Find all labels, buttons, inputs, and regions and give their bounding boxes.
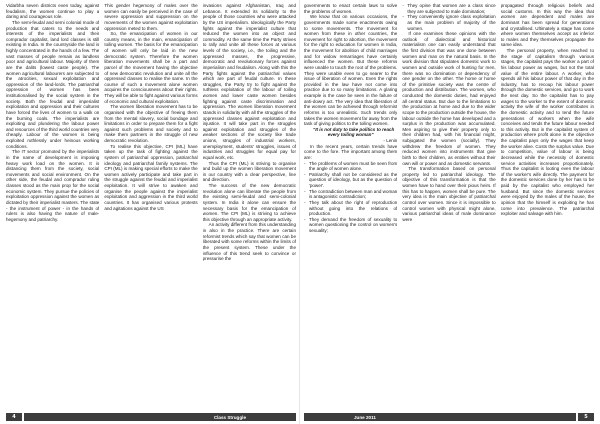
left-page bbox=[6, 3, 296, 421]
list-item: - The problems of women must be seen from the angle of women alone. bbox=[304, 161, 397, 172]
list-item: - They talk about the right of reproduction without going into the relations of production. bbox=[304, 200, 397, 217]
page-number: 5 bbox=[578, 413, 594, 421]
paragraph: So, the emancipation of women in our country means, in the main, emancipation of toiling women. The basis for the emancipation of women will only be laid in the new democratic system. Therefore the women liberation movements shall be a part and parcel of the movement having the objective of new democratic revolution and unite all the oppressed classes to realise the same. In the course of such a movement alone women acquires the consciousness about their rights. They will be able to fight against various forms of economic and cultural exploitation. bbox=[104, 31, 198, 104]
right-column-3 bbox=[501, 3, 594, 407]
right-page bbox=[304, 3, 594, 421]
paragraph: In the recent years, certain trends have come to the fore. The important among them are: bbox=[304, 143, 398, 160]
paragraph: The personal property, when reached to the stage of capitalism through various stages, the capitalist pays the worker a part of his labour power as wages, but not the total value of the entire labour. A worker, who spends all his labour power of that day in the industry, has to recoup his labour power through the domestic services, and go to work the next day. So the capitalist has to pay wages to the worker to the extent of domestic activity the wife of the worker contributes in the domestic activity and to tend the future generations of workers when the wife conceives and tends the future labour needed to this activity. But in the capitalist system of production where profit alone is the objective the capitalist pays only the wages that keep the worker alive. Costs the surplus value. Due to competition, value of labour is being decreased while the necessity of domestic service activities increases proportionately. Thus the capitalist is looting even the labour of the worker's wife directly. The payment for the domestic services done by her has to be paid by the capitalist who employed her husband. But since the domestic services were enjoyed by the males of the house, the opinion that the himself is exploiting he has come into prevalence. The patriarchal exploiter and salvage with him. bbox=[500, 48, 594, 217]
page-gutter bbox=[299, 0, 300, 424]
paragraph: Thus the CPI (ML) is striving to organise and build up the women liberation movement in our country with a clear perspective, line and direction. bbox=[202, 160, 296, 183]
right-column-2 bbox=[402, 3, 495, 407]
right-page-columns bbox=[304, 3, 594, 407]
left-column-3 bbox=[203, 3, 296, 407]
paragraph: invasions against Afghanistan, Iraq and Lebanon. It extended its solidarity to the people of those countries who were attacked by the US imperialism. Ideologically the Party fights against the imperialist culture that reduced the women into an object and commodity. At the same time the Party strives to rally and unite all these forces at various levels of the society, i.e., the toiling and the oppressed masses, the progressive, democratic and revolutionary forces against imperialism and feudalism. Along with this the Party fights against the patriarchal values which are part of feudal culture. In these struggles, the Party try to fight against the ruthless exploitation of the labour of toiling women and lower caste women besides fighting against caste discrimination and oppression. The women liberation movement stands in solidarity with all the struggles of the oppressed classes against exploitation and injustice. It will take part in the struggles against exploitation and struggles of the weaker sections of the society like trade unions, struggles of industrial workers, unemployment, students' struggles, issues of industries and struggles for equal pay for equal work, etc. bbox=[202, 3, 296, 160]
magazine-name: Class Struggle bbox=[213, 414, 246, 420]
pull-quote: "It is not duty to take politics to reach every toiling woman" bbox=[313, 126, 395, 138]
bullet-list bbox=[402, 3, 495, 31]
right-column-1 bbox=[304, 3, 397, 407]
paragraph: To realise this objective, CPI (ML) have taken up the task of fighting against the system of patriarchal oppression, patriarchal ideology and patriarchal family systems. The CPI (ML) is making special efforts to make the women actively participate and take part in the struggle against the feudal and imperialist exploitation. It will strive to awaken and organise the people against the imperialist exploitation and aggression in the third world countries. It has organised various protests and agitations against the US bbox=[104, 143, 198, 211]
footer-bar bbox=[24, 413, 296, 421]
left-column-2 bbox=[104, 3, 197, 407]
left-page-columns bbox=[6, 3, 296, 407]
paragraph: We know that on various occasions, the governments made some enactments owing to some movements. The movement for women from these in other countries, the movement for right to abortion, the movement for the right to education for women in India, the movement for abolition of child marriages and for widow remarriages have certainly influenced the women. But these reforms were unable to touch the root of the problems. They were unable even to go nearer to the issue of liberation of women. Even the rights provided in the law have not come into practice due to so many limitations. A glaring example is the case be seen in the failure of anti-dowry act. The very idea that liberation of the women can be achieved through reformist reforms is too unrealistic. Such trends only takes the women movement far away from the task of giving politics to the toiling women. bbox=[304, 14, 398, 127]
left-column-1 bbox=[6, 3, 99, 407]
paragraph: This gender hegemony of males over the women can easily be perceived in the case of severe oppression and suppression on the movements of the women against exploitation oppression meted to them. bbox=[104, 3, 198, 31]
left-page-footer bbox=[6, 413, 296, 421]
list-item: - They opine that women are a class since they are subjected to male domination; bbox=[402, 3, 495, 14]
quote-attribution: - Lenin bbox=[383, 138, 398, 143]
paragraph: The transformation based on personal property led to patriarchal ideology. The objective of this transformation is that the women have to hand over their pious heirs. If this has to happen, women shall be pure. The very idea is the main objective of patriarchal control over women. Since it is impossible to control women with physical might alone, various patriarchal ideas of male dominance were bbox=[402, 166, 496, 222]
page-number: 4 bbox=[6, 413, 22, 421]
paragraph: The success of the new democratic revolution alone can liberate the people from the existing semi-feudal and semi-colonial system. In India it alone can ensure the necessary basis for the emancipation of women. The CPI (ML) is striving to achieve this objective through an appropriate activity. bbox=[202, 183, 296, 222]
paragraph: propagated through religious beliefs and social customs. In this way the idea that women are dependent and males are dominant has been spread for generations and crystallised. Ultimately a stage has come where women themselves accept as inferior to males and they themselves propagate the same idea. bbox=[500, 3, 594, 48]
paragraph: The IT sector promoted by the imperialists in the name of development is imposing heavy work load on the women. It is distancing them from the society, social movements and social environment. On the other side, the feudal and comprador ruling classes stood as the main prop for the social economic system. They pursue the policies of exploitation oppression against the women as dictated by their imperialist masters. The state - the instrument of power - in the hands of rulers is also having the nature of male-hegemony and patriarchy. bbox=[6, 149, 100, 222]
right-page-footer bbox=[304, 413, 594, 421]
list-item: - They demand the freedom of sexuality to women questioning the control on women's sexuality; bbox=[304, 217, 397, 234]
paragraph: An activity different from this understanding in also in the practice. There are certain reformist trends which say that women can be liberated with some reforms within the limits of the present system. These under the influence of this trend seek to convince or pressurise the bbox=[202, 222, 296, 262]
footer-bar bbox=[304, 413, 576, 421]
bullet-list bbox=[304, 161, 397, 234]
paragraph: The women liberation movement has to be organised with the objective of freeing them from the mental slavery, social bondage and limitations in order to prepare them for a fight against such problems and society and to make them partners in the struggle of new democratic revolution. bbox=[104, 104, 198, 143]
paragraph: Vidarbha seven districts even today, against feudalism, the women continue to play a daring and courageous role. bbox=[6, 3, 100, 20]
paragraph: If one examines these opinions with the outlook of dialectical and historical materialism one can easily understand that the first division that was one done between women and man on the natural basis. In the work division that stipulates domestic work to women and outside work of hunting for men, there was no domination or dependency of one gender on the other. The home or home of the primitive society was the centre of production and distribution. The women, who conducted the domestic duties, had enjoyed all central status. But due to the limitations to the production at home and due to the wider scope to the production outside the house, the labour outside the home has developed and a surplus in the production was accumulated. Men aspiring to give their property only to their children had, with his financial might, subjugated the women (socially). They withdrew the freedom of women. They reduced women into instruments that give birth to their children, as entities without their own will or power and as domestic servants. bbox=[402, 31, 496, 166]
issue-date: June 2011 bbox=[354, 414, 376, 420]
list-item: - They conveniently ignore class exploitation as the main problem of majority of the women. bbox=[402, 14, 495, 31]
list-item: - The contradiction between man and woman is antagonistic contradiction; bbox=[304, 189, 397, 200]
paragraph: governments to enact certain laws to solve the problems of women. bbox=[304, 3, 398, 14]
list-item: - Patriarchy shall not be considered as the question of ideology, but as the question of 'power'. bbox=[304, 172, 397, 189]
paragraph: The semi-feudal and semi colonial mode of production that caters to the needs and interests of the imperialists and their comprador capitalist, land lord classes is still existing in India. In the countryside the land is highly concentrated in the hands of a few. The vast masses of people remain as landless poor and agricultural labour. Majority of them are the dalits (lowest caste people). The women agricultural labourers are subjected to the atrocities, sexual exploitation and oppression of the land-lords. The patriarchal oppression of women has been institutionalised by the social system in the society. Both the feudal and imperialist exploitation and oppression and their cultures have forced the lives of women to a walk on the burning coals. The imperialists are exploiting and plundering the labour power and resources of the third world countries very cheaply. Labour of the women is being exploited ruthlessly under heinous working conditions. bbox=[6, 19, 100, 149]
